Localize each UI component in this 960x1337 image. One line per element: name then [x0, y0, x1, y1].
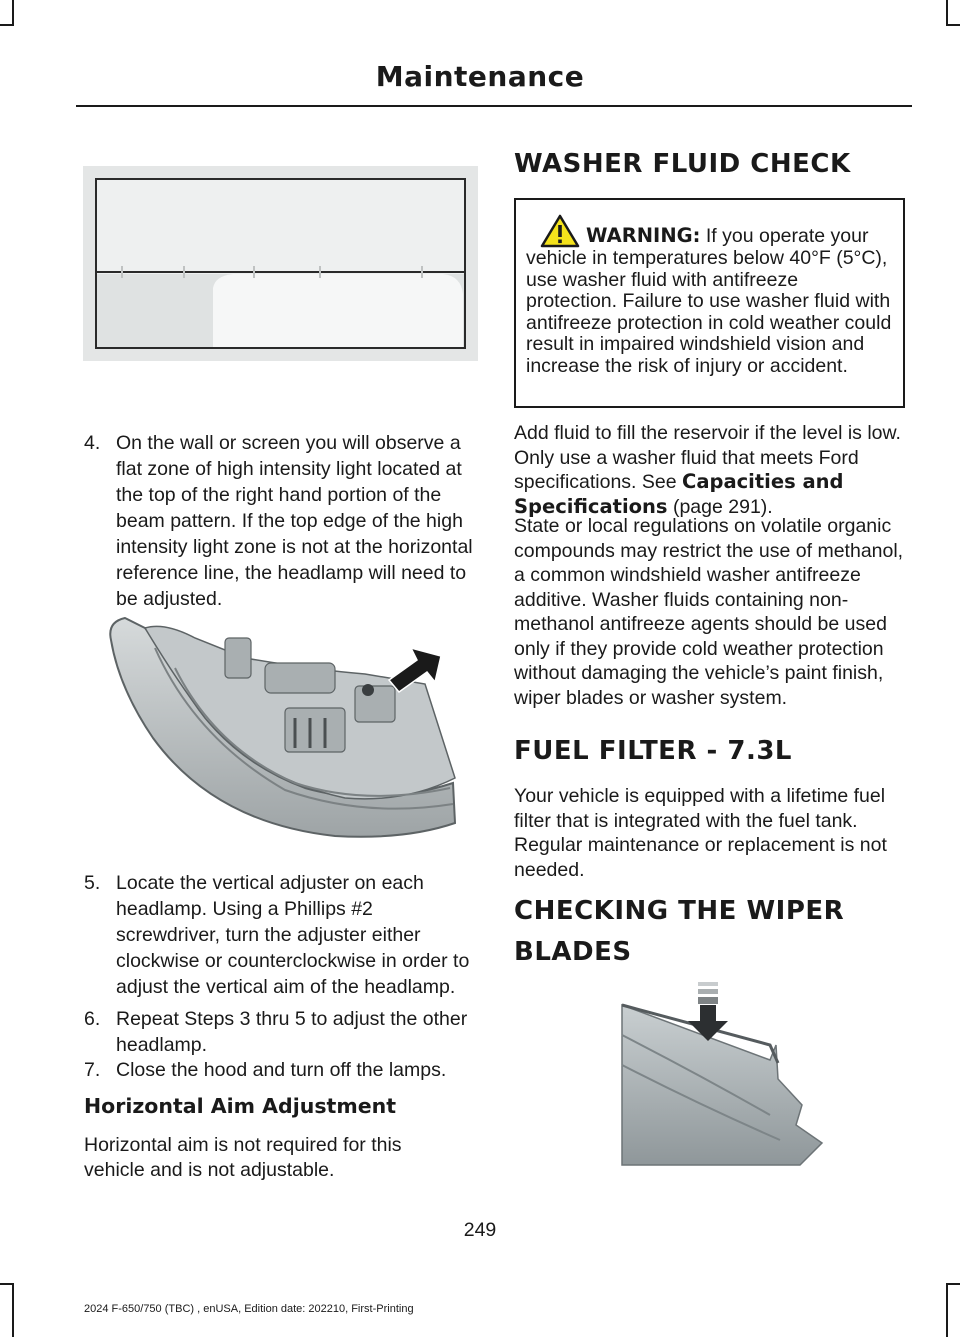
footer-edition: 2024 F-650/750 (TBC) , enUSA, Edition date: 202210, First-Printing: [84, 1303, 414, 1315]
crop-mark: [0, 1283, 14, 1285]
page-title: Maintenance: [375, 60, 585, 93]
washer-para-1-text: Add fluid to fill the reservoir if the level is low. Only use a washer fluid that meets Ford specifications. See: [514, 422, 901, 493]
step-text: Locate the vertical adjuster on each headlamp. Using a Phillips #2 screwdriver, turn the adjuster either clockwise or counterclockwise in order to adjust the vertical aim of the headlamp.: [116, 872, 470, 998]
wiper-heading: [514, 893, 908, 970]
crop-mark: [946, 1283, 948, 1337]
washer-para-2: State or local regulations on volatile organic compounds may restrict the use of methanol, a common windshield washer antifreeze additive. Washer fluids containing non-methanol antifreeze agents should be used only if they provide cold weather protection without damaging the vehicle’s paint finish, wiper blades or washer system.: [514, 515, 904, 709]
step-text: Close the hood and turn off the lamps.: [116, 1059, 447, 1081]
crop-mark: [946, 0, 948, 24]
horizontal-aim-text: Horizontal aim is not required for this vehicle and is not adjustable.: [84, 1134, 402, 1181]
crop-mark: [0, 24, 14, 26]
wiper-heading-line-2: BLADES: [514, 937, 632, 967]
beam-pattern-figure: [83, 166, 478, 361]
step-number: 4.: [84, 432, 101, 454]
step-6: [84, 1006, 480, 1058]
warning-label: WARNING:: [586, 224, 701, 247]
washer-fluid-heading: WASHER FLUID CHECK: [514, 149, 851, 179]
fuel-filter-heading: FUEL FILTER - 7.3L: [514, 736, 792, 766]
capacities-link[interactable]: Capacities and Specifications: [514, 470, 844, 518]
wiper-blade-figure: [620, 975, 835, 1170]
warning-box: [514, 198, 905, 408]
crop-mark: [12, 1283, 14, 1337]
washer-para-1: [514, 421, 908, 519]
step-text: Repeat Steps 3 thru 5 to adjust the other headlamp.: [116, 1008, 468, 1056]
wiper-heading-line-1: CHECKING THE WIPER: [514, 896, 845, 926]
step-number: 7.: [84, 1059, 101, 1081]
page-number: 249: [463, 1219, 497, 1241]
page-reference: (page 291).: [667, 495, 773, 518]
horizontal-aim-heading: Horizontal Aim Adjustment: [84, 1094, 396, 1118]
warning-icon: [540, 214, 580, 248]
step-text: On the wall or screen you will observe a flat zone of high intensity light located at the top of the right hand portion of the beam pattern. If the top edge of the high intensity light zone is not at the horizontal reference line, the headlamp will need to be adjusted.: [116, 432, 473, 610]
step-number: 5.: [84, 872, 101, 894]
header-divider: [76, 105, 912, 107]
headlamp-adjuster-figure: [105, 608, 460, 843]
crop-mark: [12, 0, 14, 24]
step-5: [84, 870, 480, 1000]
step-7: [84, 1057, 480, 1083]
step-4: [84, 430, 480, 612]
warning-text: If you operate your vehicle in temperatures below 40°F (5°C), use washer fluid with antifreeze protection. Failure to use washer fluid with antifreeze protection in cold weather could result in impaired windshield vision and increase the risk of injury or accident.: [526, 225, 892, 377]
crop-mark: [946, 24, 960, 26]
crop-mark: [946, 1283, 960, 1285]
step-number: 6.: [84, 1008, 101, 1030]
fuel-filter-text: Your vehicle is equipped with a lifetime fuel filter that is integrated with the fuel tank. Regular maintenance or replacement is not needed.: [514, 785, 887, 881]
